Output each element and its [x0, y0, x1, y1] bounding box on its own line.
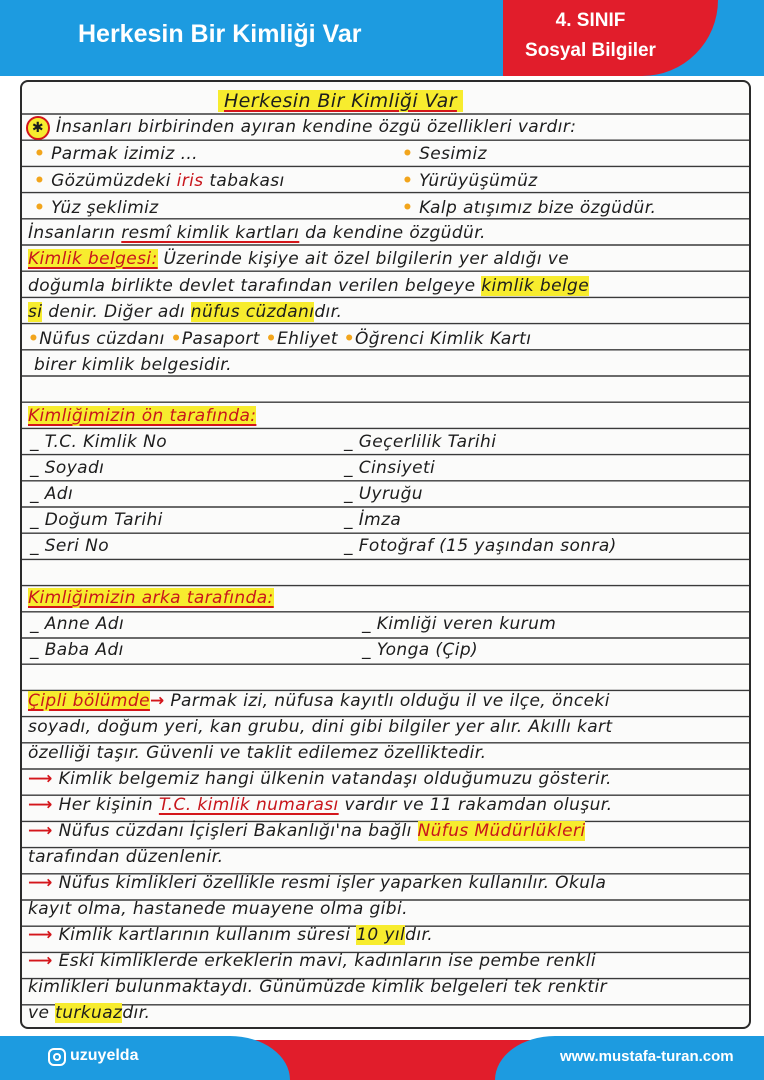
footer-left-tab: [0, 1036, 290, 1080]
notes-title: Herkesin Bir Kimliği Var: [218, 90, 463, 112]
arrow-icon: ⟶: [28, 769, 53, 789]
front-right-2: _ Cinsiyeti: [344, 458, 436, 478]
document-types-end: birer kimlik belgesidir.: [34, 355, 232, 375]
chip-term: Çipli bölümde: [28, 691, 150, 711]
trait-left-1: • Parmak izimiz ...: [34, 144, 198, 164]
definition-line-3: si denir. Diğer adı nüfus cüzdanıdır.: [28, 302, 343, 322]
bullet-4: ⟶ Nüfus kimlikleri özellikle resmi işler yaparken kullanılır. Okula: [28, 873, 607, 893]
bullet-5: ⟶ Kimlik kartlarının kullanım süresi 10 yıldır.: [28, 925, 434, 945]
bullet-6-line-2: kimlikleri bulunmaktaydı. Günümüzde kimlik belgeleri tek renktir: [28, 977, 608, 997]
definition-line-2: doğumla birlikte devlet tarafından verilen belgeye kimlik belge: [28, 276, 590, 296]
definition-line-1: Kimlik belgesi: Üzerinde kişiye ait özel bilgilerin yer aldığı ve: [28, 249, 570, 269]
front-heading: Kimliğimizin ön tarafında:: [28, 406, 257, 426]
notebook-page: [20, 80, 751, 1029]
trait-right-2: • Yürüyüşümüz: [402, 171, 538, 191]
arrow-icon: ⟶: [28, 951, 53, 971]
trait-right-3: • Kalp atışımız bize özgüdür.: [402, 198, 657, 218]
arrow-icon: ⟶: [28, 873, 53, 893]
front-left-3: _ Adı: [30, 484, 74, 504]
arrow-icon: ⟶: [28, 795, 53, 815]
chip-line-1: Çipli bölümde→ Parmak izi, nüfusa kayıtlı olduğu il ve ilçe, önceki: [28, 691, 610, 711]
grade-label: 4. SINIF: [555, 10, 626, 31]
chip-line-2: soyadı, doğum yeri, kan grubu, dini gibi bilgiler yer alır. Akıllı kart: [28, 717, 613, 737]
header-title: Herkesin Bir Kimliği Var: [78, 20, 362, 48]
front-left-4: _ Doğum Tarihi: [30, 510, 163, 530]
bullet-4-line-2: kayıt olma, hastanede muayene olma gibi.: [28, 899, 408, 919]
bullet-6: ⟶ Eski kimliklerde erkeklerin mavi, kadınların ise pembe renkli: [28, 951, 597, 971]
front-right-1: _ Geçerlilik Tarihi: [344, 432, 497, 452]
bullet-3: ⟶ Nüfus cüzdanı İçişleri Bakanlığı'na bağlı Nüfus Müdürlükleri: [28, 821, 586, 841]
footer-website[interactable]: www.mustafa-turan.com: [560, 1048, 734, 1065]
back-right-2: _ Yonga (Çip): [362, 640, 479, 660]
front-right-3: _ Uyruğu: [344, 484, 423, 504]
front-left-5: _ Seri No: [30, 536, 110, 556]
bullet-1: ⟶ Kimlik belgemiz hangi ülkenin vatandaşı olduğumuzu gösterir.: [28, 769, 612, 789]
trait-right-1: • Sesimiz: [402, 144, 487, 164]
arrow-icon: ⟶: [28, 925, 53, 945]
instagram-icon: [48, 1048, 66, 1066]
bullet-6-line-3: ve turkuazdır.: [28, 1003, 151, 1023]
front-right-4: _ İmza: [344, 510, 402, 530]
back-left-2: _ Baba Adı: [30, 640, 124, 660]
document-types-line: •Nüfus cüzdanı •Pasaport •Ehliyet •Öğrenci Kimlik Kartı: [28, 329, 532, 349]
back-right-1: _ Kimliği veren kurum: [362, 614, 557, 634]
official-line: İnsanların resmî kimlik kartları da kendine özgüdür.: [28, 223, 486, 243]
intro-line: ✱ İnsanları birbirinden ayıran kendine özgü özellikleri vardır:: [26, 116, 576, 140]
trait-left-2: • Gözümüzdeki iris tabakası: [34, 171, 285, 191]
subject-label: Sosyal Bilgiler: [525, 40, 656, 61]
back-heading: Kimliğimizin arka tarafında:: [28, 588, 274, 608]
trait-left-3: • Yüz şeklimiz: [34, 198, 159, 218]
front-right-5: _ Fotoğraf (15 yaşından sonra): [344, 536, 617, 556]
definition-term: Kimlik belgesi:: [28, 249, 158, 269]
bullet-2: ⟶ Her kişinin T.C. kimlik numarası vardır ve 11 rakamdan oluşur.: [28, 795, 613, 815]
back-left-1: _ Anne Adı: [30, 614, 125, 634]
star-bullet-icon: ✱: [26, 116, 50, 140]
bullet-3-line-2: tarafından düzenlenir.: [28, 847, 224, 867]
chip-line-3: özelliği taşır. Güvenli ve taklit edilemez özelliktedir.: [28, 743, 487, 763]
arrow-icon: ⟶: [28, 821, 53, 841]
front-left-1: _ T.C. Kimlik No: [30, 432, 168, 452]
front-left-2: _ Soyadı: [30, 458, 105, 478]
footer-username[interactable]: uzuyelda: [70, 1047, 139, 1064]
